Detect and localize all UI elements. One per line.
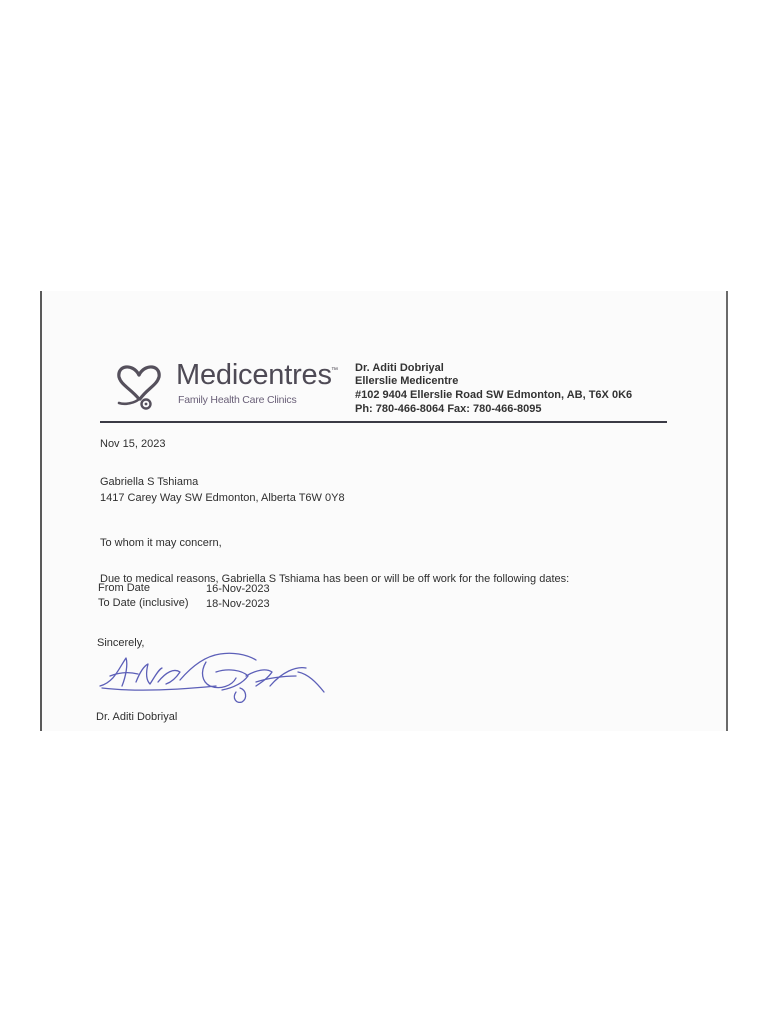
header-clinic: Ellerslie Medicentre [355,375,459,387]
page-edge-right [726,291,728,731]
patient-address: 1417 Carey Way SW Edmonton, Alberta T6W 0Y8 [100,492,345,504]
brand-name: Medicentres [176,359,332,391]
letter-date: Nov 15, 2023 [100,438,166,450]
header-address: #102 9404 Ellerslie Road SW Edmonton, AB, T6X 0K6 [355,389,633,401]
brand-tagline: Family Health Care Clinics [178,394,297,406]
page-edge-left [40,291,42,731]
patient-name: Gabriella S Tshiama [100,476,199,488]
heart-stethoscope-icon [113,359,165,411]
closing: Sincerely, [97,637,145,649]
header-contact: Ph: 780-466-8064 Fax: 780-466-8095 [355,403,542,415]
signatory-name: Dr. Aditi Dobriyal [96,711,178,723]
from-date-value: 16-Nov-2023 [206,583,270,595]
letter-body: Due to medical reasons, Gabriella S Tshiama has been or will be off work for the following dates: [100,573,570,585]
handwritten-signature [96,642,328,708]
to-date-value: 18-Nov-2023 [206,598,270,610]
header-divider [100,421,667,423]
salutation: To whom it may concern, [100,537,222,549]
header-doctor: Dr. Aditi Dobriyal [355,362,444,374]
to-date-label: To Date (inclusive) [98,597,189,609]
from-date-label: From Date [98,582,150,594]
trademark-mark: ™ [331,367,338,374]
